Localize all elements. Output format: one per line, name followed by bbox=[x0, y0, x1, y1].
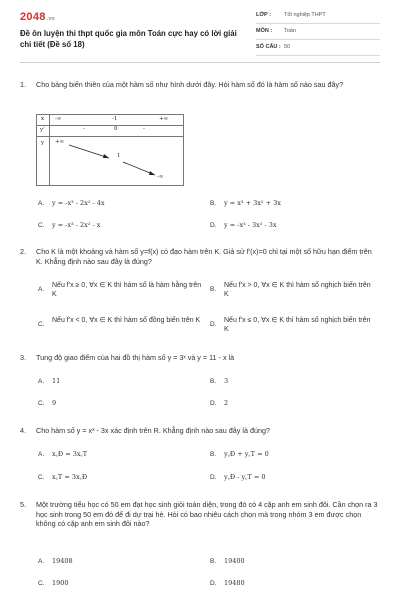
table-x-value: +∞ bbox=[159, 116, 169, 122]
logo-suffix: .vn bbox=[46, 16, 55, 22]
option-letter: B. bbox=[210, 558, 217, 565]
option-a[interactable] bbox=[38, 377, 60, 387]
option-text: 2 bbox=[224, 399, 229, 407]
question-number: 5. bbox=[20, 500, 26, 509]
header-divider bbox=[20, 62, 380, 63]
option-letter: B. bbox=[210, 378, 217, 385]
meta-label: MÔN : bbox=[256, 28, 273, 34]
option-text: 19480 bbox=[224, 579, 245, 587]
meta-value: Toán bbox=[284, 28, 296, 34]
question-text: Cho hàm số y = x³ - 3x xác định trên R. Khẳng định nào sau đây là đúng? bbox=[36, 426, 270, 435]
option-letter: C. bbox=[38, 222, 45, 229]
table-y-end: -∞ bbox=[157, 174, 164, 180]
meta-value: 50 bbox=[284, 44, 291, 50]
option-text: x꜀T = 3x꜀Đ bbox=[52, 473, 88, 481]
option-text: Nếu f'x > 0, ∀x ∈ K thì hàm số nghịch biến trên K bbox=[224, 282, 371, 299]
table-y-mid: 1 bbox=[117, 153, 121, 159]
option-letter: A. bbox=[38, 286, 45, 293]
option-text: y = -x³ - 2x² - x bbox=[52, 221, 101, 229]
meta-row-subject bbox=[256, 26, 380, 40]
option-text: y = x³ + 3x² + 3x bbox=[224, 199, 281, 207]
question-number: 1. bbox=[20, 80, 26, 89]
option-letter: C. bbox=[38, 580, 45, 587]
option-a[interactable] bbox=[38, 450, 87, 460]
question-2 bbox=[20, 247, 380, 267]
question-number: 4. bbox=[20, 426, 26, 435]
question-number: 3. bbox=[20, 353, 26, 362]
option-text: y = -x³ - 2x² - 4x bbox=[52, 199, 105, 207]
option-letter: B. bbox=[210, 451, 217, 458]
option-b[interactable] bbox=[210, 557, 245, 567]
option-d[interactable] bbox=[210, 579, 245, 589]
arrow-head bbox=[103, 154, 109, 158]
question-text: Một trường tiểu học có 50 em đạt học sinh giỏi toàn diện, trong đó có 4 cặp anh em sinh đôi. Cần chọn ra 3 học sinh trong 50 em đó để đi dự trại hè. Hỏi có bao nhiêu cách chọn mà trong nhóm 3 em được chọn không có cặp anh em sinh đôi nào? bbox=[36, 500, 378, 529]
option-text: y꜀Đ + y꜀T = 0 bbox=[224, 450, 269, 458]
option-b[interactable] bbox=[210, 199, 281, 209]
decrease-arrow bbox=[69, 145, 109, 158]
option-c[interactable] bbox=[38, 579, 69, 589]
question-4 bbox=[20, 426, 380, 438]
page-title: Đề ôn luyện thi thpt quốc gia môn Toán cực hay có lời giải chi tiết (Đề số 18) bbox=[20, 29, 237, 49]
option-letter: A. bbox=[38, 200, 45, 207]
site-logo[interactable] bbox=[20, 10, 55, 25]
meta-row-count bbox=[256, 42, 380, 56]
option-text: Nếu f'x < 0, ∀x ∈ K thì hàm số đồng biến trên K bbox=[52, 317, 201, 324]
option-a[interactable] bbox=[38, 199, 105, 209]
question-5 bbox=[20, 500, 380, 545]
option-c[interactable] bbox=[38, 473, 87, 483]
option-text: 1900 bbox=[52, 579, 69, 587]
page-header bbox=[20, 10, 380, 58]
option-letter: A. bbox=[38, 378, 45, 385]
table-yp-value: 0 bbox=[114, 126, 118, 132]
option-letter: A. bbox=[38, 451, 45, 458]
option-letter: B. bbox=[210, 286, 217, 293]
option-letter: D. bbox=[210, 400, 217, 407]
meta-label: LỚP : bbox=[256, 12, 271, 18]
table-yp-value: - bbox=[143, 126, 145, 132]
option-letter: D. bbox=[210, 321, 217, 328]
option-letter: C. bbox=[38, 474, 45, 481]
option-text: Nếu f'x ≥ 0, ∀x ∈ K thì hàm số là hàm hằng trên K bbox=[52, 282, 202, 299]
option-letter: D. bbox=[210, 474, 217, 481]
option-d[interactable] bbox=[210, 221, 277, 231]
option-d[interactable] bbox=[210, 473, 265, 483]
table-yp-value: - bbox=[83, 126, 85, 132]
table-x-value: -∞ bbox=[55, 116, 62, 122]
question-number: 2. bbox=[20, 247, 26, 256]
table-y-start: +∞ bbox=[55, 139, 65, 145]
option-d[interactable] bbox=[210, 399, 228, 409]
option-letter: B. bbox=[210, 200, 217, 207]
question-text: Tung độ giao điểm của hai đồ thị hàm số y = 3ˣ và y = 11 - x là bbox=[36, 353, 235, 362]
table-x-label: x bbox=[41, 116, 45, 122]
option-b[interactable] bbox=[210, 450, 269, 460]
option-letter: A. bbox=[38, 558, 45, 565]
meta-info bbox=[256, 10, 380, 58]
option-text: y = -x³ - 3x² - 3x bbox=[224, 221, 277, 229]
variation-table bbox=[36, 114, 184, 186]
option-letter: C. bbox=[38, 400, 45, 407]
table-x-value: -1 bbox=[112, 116, 118, 122]
option-c[interactable] bbox=[38, 399, 56, 409]
option-c[interactable] bbox=[38, 221, 100, 231]
meta-label: SỐ CÂU : bbox=[256, 44, 281, 50]
meta-value: Tốt nghiệp THPT bbox=[284, 12, 326, 18]
question-text: Cho K là một khoảng và hàm số y=f(x) có đạo hàm trên K. Giả sử f'(x)=0 chỉ tại một số hữu hạn điểm trên K. Khẳng định nào sau đây là đúng? bbox=[36, 247, 372, 266]
option-text: 19408 bbox=[52, 557, 73, 565]
option-text: y꜀Đ - y꜀T = 0 bbox=[224, 473, 266, 481]
option-letter: C. bbox=[38, 321, 45, 328]
option-text: 19400 bbox=[224, 557, 245, 565]
option-b[interactable] bbox=[210, 377, 228, 387]
table-arrows bbox=[37, 115, 183, 185]
question-text: Cho bảng biến thiên của một hàm số như hình dưới đây. Hỏi hàm số đó là hàm số nào sau đây? bbox=[36, 80, 344, 89]
option-text: 9 bbox=[52, 399, 57, 407]
logo-text: 2048 bbox=[20, 11, 46, 23]
arrow-head bbox=[149, 171, 155, 175]
option-text: 3 bbox=[224, 377, 229, 385]
option-text: Nếu f'x ≤ 0, ∀x ∈ K thì hàm số nghịch biến trên K bbox=[224, 317, 371, 334]
table-yp-label: y' bbox=[40, 127, 45, 133]
option-text: 11 bbox=[52, 377, 61, 385]
meta-row-class bbox=[256, 10, 380, 24]
option-letter: D. bbox=[210, 222, 217, 229]
option-a[interactable] bbox=[38, 557, 73, 567]
option-letter: D. bbox=[210, 580, 217, 587]
option-text: x꜀Đ = 3x꜀T bbox=[52, 450, 88, 458]
question-3 bbox=[20, 353, 380, 365]
table-y-label: y bbox=[41, 140, 45, 146]
